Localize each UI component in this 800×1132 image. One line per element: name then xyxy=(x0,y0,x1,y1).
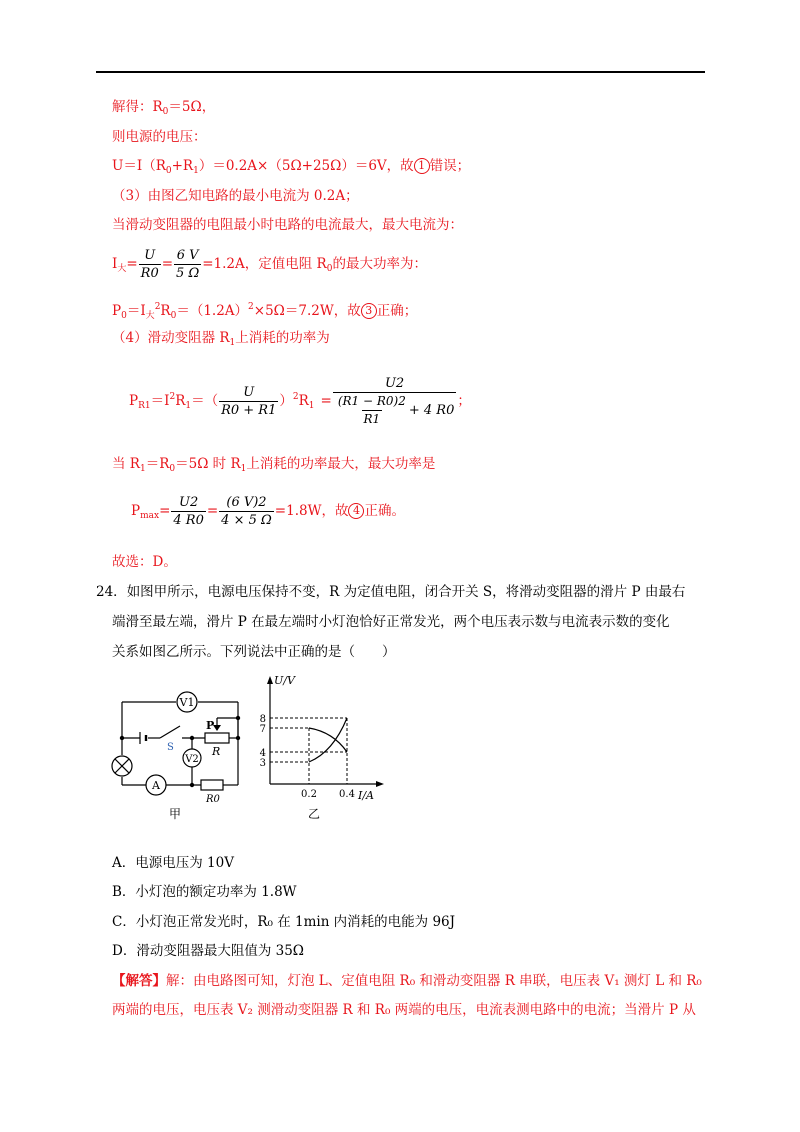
switch-label: S xyxy=(167,742,174,753)
x-tick: 0.2 xyxy=(301,789,317,800)
option-b[interactable]: B．小灯泡的额定功率为 1.8W xyxy=(112,884,297,900)
fraction: $\frac{U2}{4 R0}$ xyxy=(173,495,204,528)
ammeter-label: A xyxy=(152,779,160,792)
answer-tag: 【解答】 xyxy=(112,973,166,989)
curve-v2 xyxy=(309,718,347,762)
fraction: $\frac{U}{R0}$ xyxy=(140,248,159,281)
rheostat-label: R xyxy=(212,745,221,758)
solution-line-6: $I_大=$ $\frac{U}{R0}$ = $\frac{6 V}{5 \Omega}$ =1.2A，定值电阻 $R_0$的最大功率为： xyxy=(112,248,427,281)
option-a[interactable]: A．电源电压为 10V xyxy=(112,855,234,871)
fraction: $\frac{6 V}{5 \Omega}$ xyxy=(176,248,200,281)
answer-line-1: 【解答】解：由电路图可知，灯泡 L、定值电阻 R₀ 和滑动变阻器 R 串联，电压表 V₁ 测灯 L 和 R₀ xyxy=(112,973,702,989)
solution-line-9: $P_{R1}=I^2R_1=$（ $\frac{U}{R0 + R1}$ ）$^2R_1$ = U2 $\frac{(R1 - R0)2}{R1}$ + 4 R0 ； xyxy=(129,376,471,426)
graph-caption: 乙 xyxy=(307,807,321,821)
fraction: $\frac{U}{R0 + R1}$ xyxy=(221,385,277,418)
slider-label: P xyxy=(206,719,215,732)
x-axis-label: I/A xyxy=(358,789,374,802)
circled-number: 4 xyxy=(348,503,364,519)
solution-line-1: 解得：$R_0=5\Omega$， xyxy=(112,99,216,117)
circuit-caption: 甲 xyxy=(168,807,182,820)
solution-line-2: 则电源的电压： xyxy=(112,129,207,145)
question-line-2: 端滑至最左端，滑片 P 在最左端时小灯泡恰好正常发光，两个电压表示数与电流表示数的变化 xyxy=(112,614,670,630)
circled-number: 1 xyxy=(414,158,430,174)
solution-line-8: （4）滑动变阻器 $R_1$上消耗的功率为 xyxy=(112,330,330,348)
solution-line-10: 当 $R_1=R_0=5\Omega$ 时 $R_1$上消耗的功率最大，最大功率是 xyxy=(112,456,436,474)
solution-line-4: （3）由图乙知电路的最小电流为 0.2A； xyxy=(112,188,359,204)
header-rule xyxy=(96,71,705,73)
y-tick: 4 xyxy=(259,748,266,759)
r0-label: R0 xyxy=(206,794,220,805)
solution-line-11: $P_{max}=$ $\frac{U2}{4 R0}$ = $\frac{(6 V)2}{4 \times 5 \Omega}$ =1.8W，故 4 正确。 xyxy=(131,495,405,528)
y-tick: 3 xyxy=(259,758,266,769)
circled-number: 3 xyxy=(361,303,377,319)
option-c[interactable]: C．小灯泡正常发光时，R₀ 在 1min 内消耗的电能为 96J xyxy=(112,914,456,930)
answer-line-2: 两端的电压，电压表 V₂ 测滑动变阻器 R 和 R₀ 两端的电压，电流表测电路中的电流；当滑片 P 从 xyxy=(112,1002,696,1018)
v2-label: V2 xyxy=(185,754,199,765)
y-tick: 8 xyxy=(259,714,266,725)
question-line-1: 24．如图甲所示，电源电压保持不变，R 为定值电阻，闭合开关 S，将滑动变阻器的滑片 P 由最右 xyxy=(96,584,686,600)
compound-fraction: U2 $\frac{(R1 - R0)2}{R1}$ + 4 R0 xyxy=(333,375,457,428)
y-axis-label: U/V xyxy=(274,674,295,687)
voltage-current-graph xyxy=(250,672,390,822)
v1-label: V1 xyxy=(179,696,195,709)
solution-line-3: $U=I(R_0+R_1)=0.2A\times(5\Omega+25\Omega)=6V$，故 1 错误； xyxy=(112,158,471,176)
option-d[interactable]: D．滑动变阻器最大阻值为 35Ω xyxy=(112,943,304,959)
circuit-diagram xyxy=(108,680,258,820)
x-tick: 0.4 xyxy=(339,789,355,800)
solution-conclusion: 故选：D。 xyxy=(112,554,177,570)
question-line-3: 关系如图乙所示。下列说法中正确的是（ ） xyxy=(112,644,396,660)
y-tick: 7 xyxy=(259,724,266,735)
fraction: $\frac{(6 V)2}{4 \times 5 \Omega}$ xyxy=(221,495,272,528)
solution-line-7: $P_0=I_大^2R_0=(1.2A)^2\times 5\Omega=7.2W$，故 3 正确； xyxy=(112,302,418,321)
solution-line-5: 当滑动变阻器的电阻最小时电路的电流最大，最大电流为： xyxy=(112,217,463,233)
question-number: 24． xyxy=(96,584,127,600)
